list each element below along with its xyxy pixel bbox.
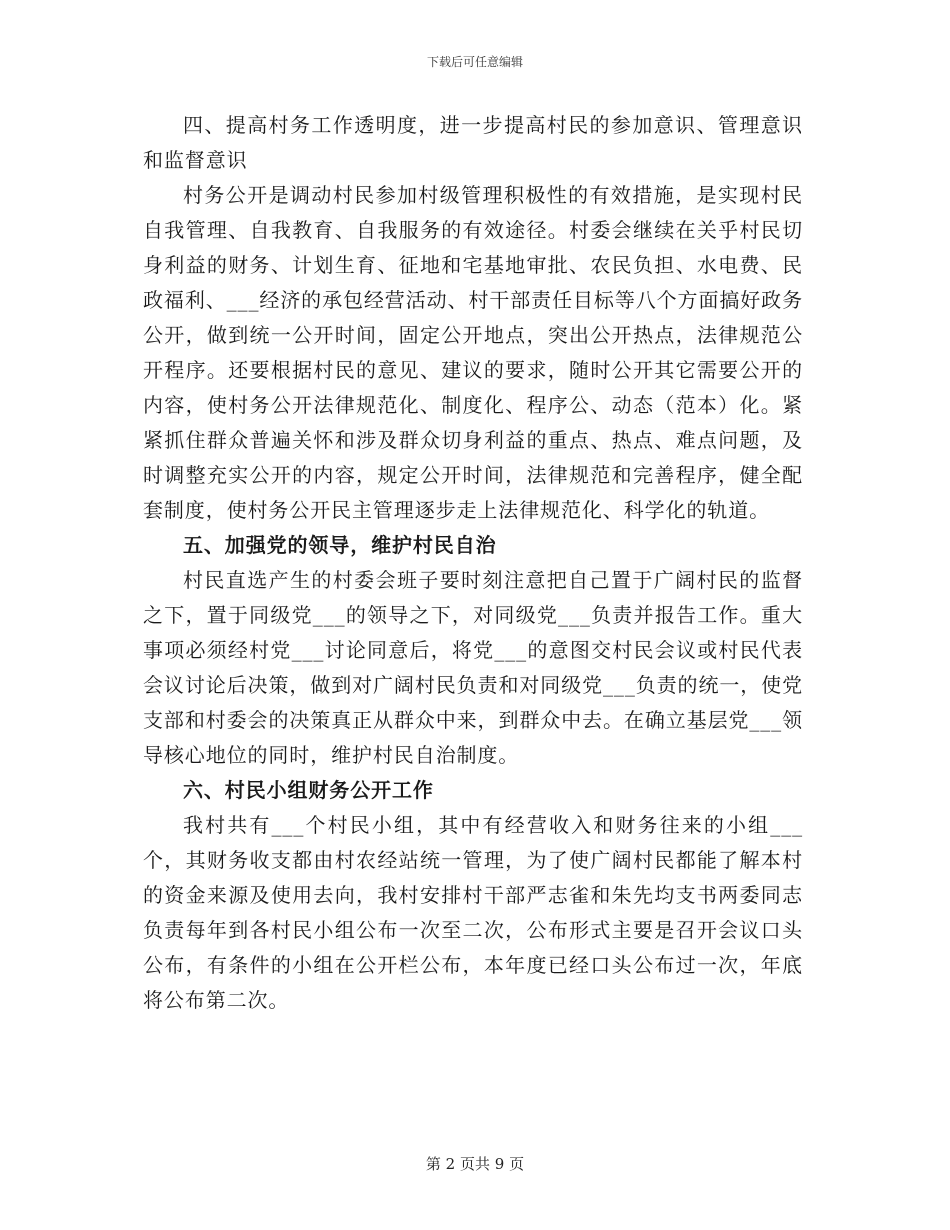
section-heading-6: 六、村民小组财务公开工作	[183, 778, 434, 802]
section-heading-5: 五、加强党的领导，维护村民自治	[183, 533, 497, 557]
section-paragraph-4: 村务公开是调动村民参加村级管理积极性的有效措施，是实现村民自我管理、自我教育、自我服务的有效途径。村委会继续在关乎村民切身利益的财务、计划生育、征地和宅基地审批、农民负担、水电费、民政福利、___经济的承包经营活动、村干部责任目标等八个方面搞好政务公开，做到统一公开时间，固定公开地点，突出公开热点，法律规范公开程序。还要根据村民的意见、建议的要求，随时公开其它需要公开的内容，使村务公开法律规范化、制度化、程序公、动态（范本）化。紧紧抓住群众普遍关怀和涉及群众切身利益的重点、热点、难点问题，及时调整充实公开的内容，规定公开时间，法律规范和完善程序，健全配套制度，使村务公开民主管理逐步走上法律规范化、科学化的轨道。	[143, 183, 803, 522]
section-heading-4: 四、提高村务工作透明度，进一步提高村民的参加意识、管理意识和监督意识	[143, 113, 803, 172]
section-paragraph-6: 我村共有___个村民小组，其中有经营收入和财务往来的小组___个，其财务收支都由村农经站统一管理，为了使广阔村民都能了解本村的资金来源及使用去向，我村安排村干部严志雀和朱先均支书两委同志负责每年到各村民小组公布一次至二次，公布形式主要是召开会议口头公布，有条件的小组在公开栏公布，本年度已经口头公布过一次，年底将公布第二次。	[143, 813, 803, 1012]
section-paragraph-5: 村民直选产生的村委会班子要时刻注意把自己置于广阔村民的监督之下，置于同级党___的领导之下，对同级党___负责并报告工作。重大事项必须经村党___讨论同意后，将党___的意图交村民会议或村民代表会议讨论后决策，做到对广阔村民负责和对同级党___负责的统一，使党支部和村委会的决策真正从群众中来，到群众中去。在确立基层党___领导核心地位的同时，维护村民自治制度。	[143, 568, 803, 767]
document-body	[143, 108, 803, 1018]
page-header: 下载后可任意编辑	[426, 55, 523, 69]
page-footer: 第 2 页共 9 页	[425, 1155, 525, 1173]
